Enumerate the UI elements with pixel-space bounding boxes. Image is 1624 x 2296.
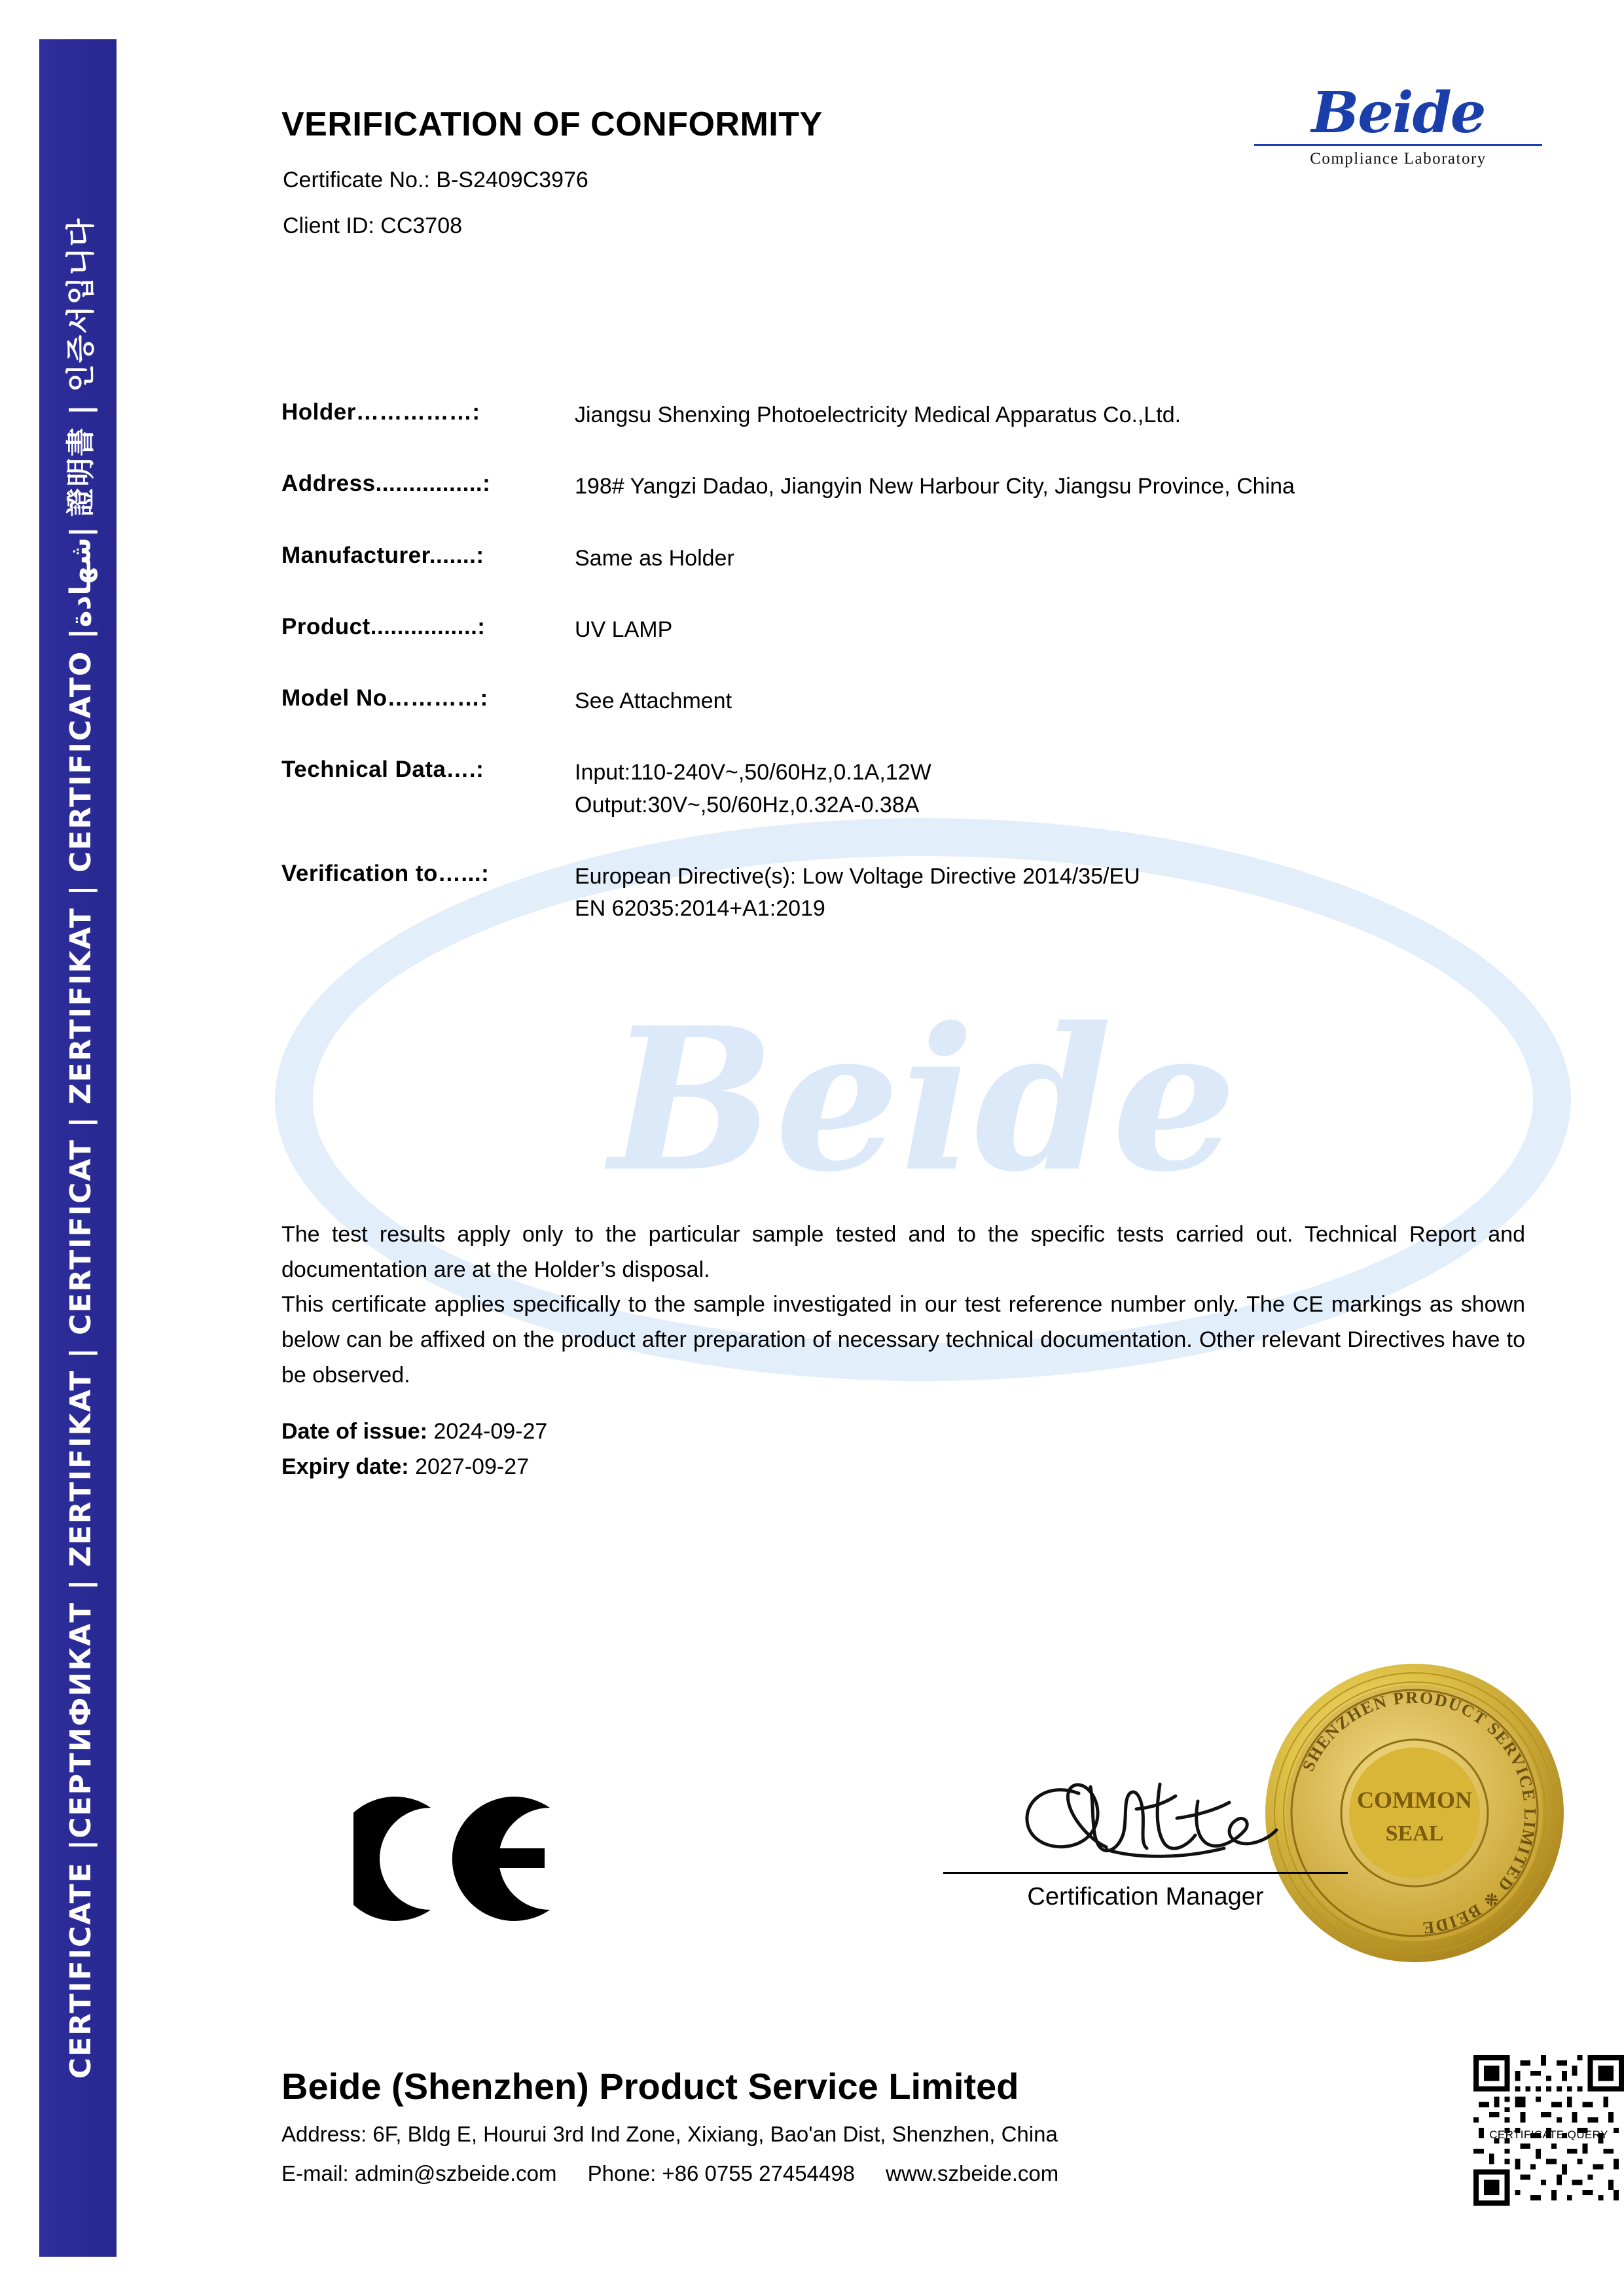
field-row-model-no [281, 685, 1545, 717]
beide-logo [1254, 80, 1542, 168]
page-title: VERIFICATION OF CONFORMITY [281, 105, 823, 143]
field-label: Holder……………: [281, 399, 480, 425]
field-label: Address................: [281, 471, 491, 497]
disclaimer-paragraph-1: The test results apply only to the particular sample tested and to the specific tests carried out. Technical Report and documentation are at the Holder’s disposal. [281, 1222, 1525, 1282]
qr-caption: CERTIFICATE QUERY [1489, 2128, 1608, 2141]
company-name: Beide (Shenzhen) Product Service Limited [281, 2066, 1019, 2107]
field-label: Verification to…...: [281, 861, 490, 887]
field-value-line2: Output:30V~,50/60Hz,0.32A-0.38A [575, 792, 920, 817]
field-value-line2: EN 62035:2014+A1:2019 [575, 896, 825, 922]
field-value: See Attachment [575, 689, 732, 714]
field-value-line1: Input:110-240V~,50/60Hz,0.1A,12W [575, 760, 931, 785]
dates-block [281, 1414, 547, 1485]
disclaimer-text [281, 1217, 1525, 1393]
field-row-product [281, 614, 1545, 646]
field-label: Product................: [281, 613, 486, 639]
certificate-content [281, 0, 1545, 2296]
svg-text:SEAL: SEAL [1385, 1821, 1444, 1846]
footer-contact [281, 2161, 1545, 2186]
svg-text:COMMON: COMMON [1357, 1787, 1472, 1813]
field-label: Model No…………: [281, 685, 488, 711]
field-value-group [575, 757, 931, 821]
field-value: UV LAMP [575, 617, 673, 642]
issue-date-value: 2024-09-27 [433, 1419, 548, 1444]
expiry-date-row [281, 1449, 547, 1484]
svg-text:SHENZHEN PRODUCT SERVICE LIMIT: SHENZHEN PRODUCT SERVICE LIMITED ※ BEIDE [1298, 1687, 1540, 1938]
field-label: Technical Data….: [281, 757, 484, 783]
field-row-manufacturer [281, 543, 1545, 575]
field-row-holder [281, 399, 1545, 431]
footer-website[interactable]: www.szbeide.com [886, 2161, 1059, 2185]
field-value-group [575, 861, 1140, 925]
footer-email: E-mail: admin@szbeide.com [281, 2161, 557, 2185]
field-row-address [281, 471, 1545, 503]
client-id: Client ID: CC3708 [283, 213, 463, 238]
signature-block [943, 1767, 1348, 1911]
sidebar-language-list: CERTIFICATE |СЕРТИФИКАТ | ZERTIFIKAT | CERTIFICAT | ZERTIFIKAT | CERTIFICATO |شهادة| 證明書 | 인증서입니다 [64, 217, 98, 2079]
field-value: 198# Yangzi Dadao, Jiangyin New Harbour City, Jiangsu Province, China [575, 474, 1295, 499]
language-sidebar [39, 39, 117, 2257]
field-label: Manufacturer.......: [281, 542, 484, 568]
logo-tagline: Compliance Laboratory [1310, 150, 1487, 168]
field-value-line1: European Directive(s): Low Voltage Directive 2014/35/EU [575, 864, 1140, 889]
footer-address: Address: 6F, Bldg E, Hourui 3rd Ind Zone, Xixiang, Bao'an Dist, Shenzhen, China [281, 2122, 1058, 2146]
signature-icon [1008, 1767, 1283, 1872]
field-list [281, 399, 1545, 965]
certificate-number: Certificate No.: B-S2409C3976 [283, 168, 588, 192]
issue-date-label: Date of issue: [281, 1419, 427, 1444]
field-row-technical-data [281, 757, 1545, 821]
expiry-date-label: Expiry date: [281, 1454, 409, 1480]
disclaimer-paragraph-2: This certificate applies specifically to the sample investigated in our test reference number only. The CE markings as shown below can be affixed on the product after preparation of necessary technical documentation. Other relevant Directives have to be observed. [281, 1292, 1525, 1388]
watermark-text: Beide [609, 984, 1237, 1215]
issue-date-row [281, 1414, 547, 1449]
field-row-verification-to [281, 861, 1545, 925]
expiry-date-value: 2027-09-27 [415, 1454, 529, 1480]
field-value: Same as Holder [575, 545, 734, 571]
logo-wordmark: Beide [1311, 80, 1485, 146]
signature-caption: Certification Manager [1027, 1883, 1264, 1910]
footer-phone: Phone: +86 0755 27454498 [587, 2161, 855, 2185]
footer [281, 2065, 1545, 2186]
ce-mark-icon [353, 1793, 563, 1924]
signature-line [943, 1872, 1348, 1874]
field-value: Jiangsu Shenxing Photoelectricity Medical Apparatus Co.,Ltd. [575, 403, 1182, 427]
